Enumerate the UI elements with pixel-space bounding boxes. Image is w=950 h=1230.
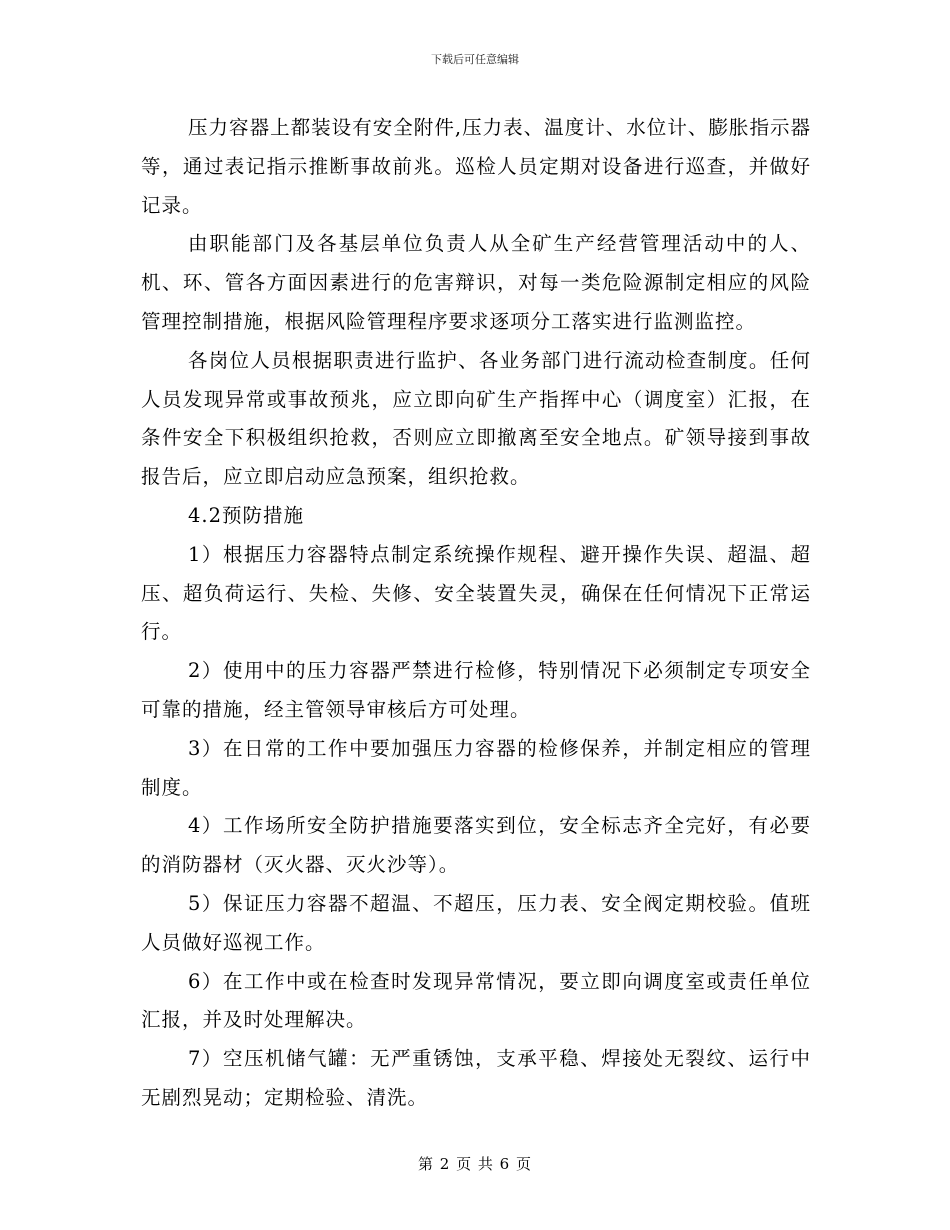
document-body [141,109,811,1118]
page-footer [0,1153,950,1175]
list-item-4: 4）工作场所安全防护措施要落实到位，安全标志齐全完好，有必要的消防器材（灭火器、灭火沙等）。 [141,814,811,877]
section-heading-prevention: 4.2预防措施 [188,503,305,527]
paragraph-pressure-accessories: 压力容器上都装设有安全附件,压力表、温度计、水位计、膨胀指示器等，通过表记指示推断事故前兆。巡检人员定期对设备进行巡查，并做好记录。 [141,116,811,217]
list-item-6: 6）在工作中或在检查时发现异常情况，要立即向调度室或责任单位汇报，并及时处理解决。 [141,969,811,1032]
list-item-3: 3）在日常的工作中要加强压力容器的检修保养，并制定相应的管理制度。 [141,736,811,799]
page-number: 第 2 页 共 6 页 [418,1155,532,1173]
list-item-7: 7）空压机储气罐：无严重锈蚀，支承平稳、焊接处无裂纹、运行中无剧烈晃动；定期检验、清洗。 [141,1047,811,1109]
list-item-1: 1）根据压力容器特点制定系统操作规程、避开操作失误、超温、超压、超负荷运行、失检、失修、安全装置失灵，确保在任何情况下正常运行。 [141,542,811,644]
page-header-note: 下载后可任意编辑 [431,53,519,66]
paragraph-monitoring-reporting: 各岗位人员根据职责进行监护、各业务部门进行流动检查制度。任何人员发现异常或事故预兆，应立即向矿生产指挥中心（调度室）汇报，在条件安全下积极组织抢救，否则应立即撤离至安全地点。矿领导接到事故报告后，应立即启动应急预案，组织抢救。 [141,348,811,489]
list-item-2: 2）使用中的压力容器严禁进行检修，特别情况下必须制定专项安全可靠的措施，经主管领导审核后方可处理。 [141,659,811,721]
list-item-5: 5）保证压力容器不超温、不超压，压力表、安全阀定期校验。值班人员做好巡视工作。 [141,891,811,954]
paragraph-hazard-identification: 由职能部门及各基层单位负责人从全矿生产经营管理活动中的人、机、环、管各方面因素进行的危害辩识，对每一类危险源制定相应的风险管理控制措施，根据风险管理程序要求逐项分工落实进行监测监控。 [141,232,811,333]
